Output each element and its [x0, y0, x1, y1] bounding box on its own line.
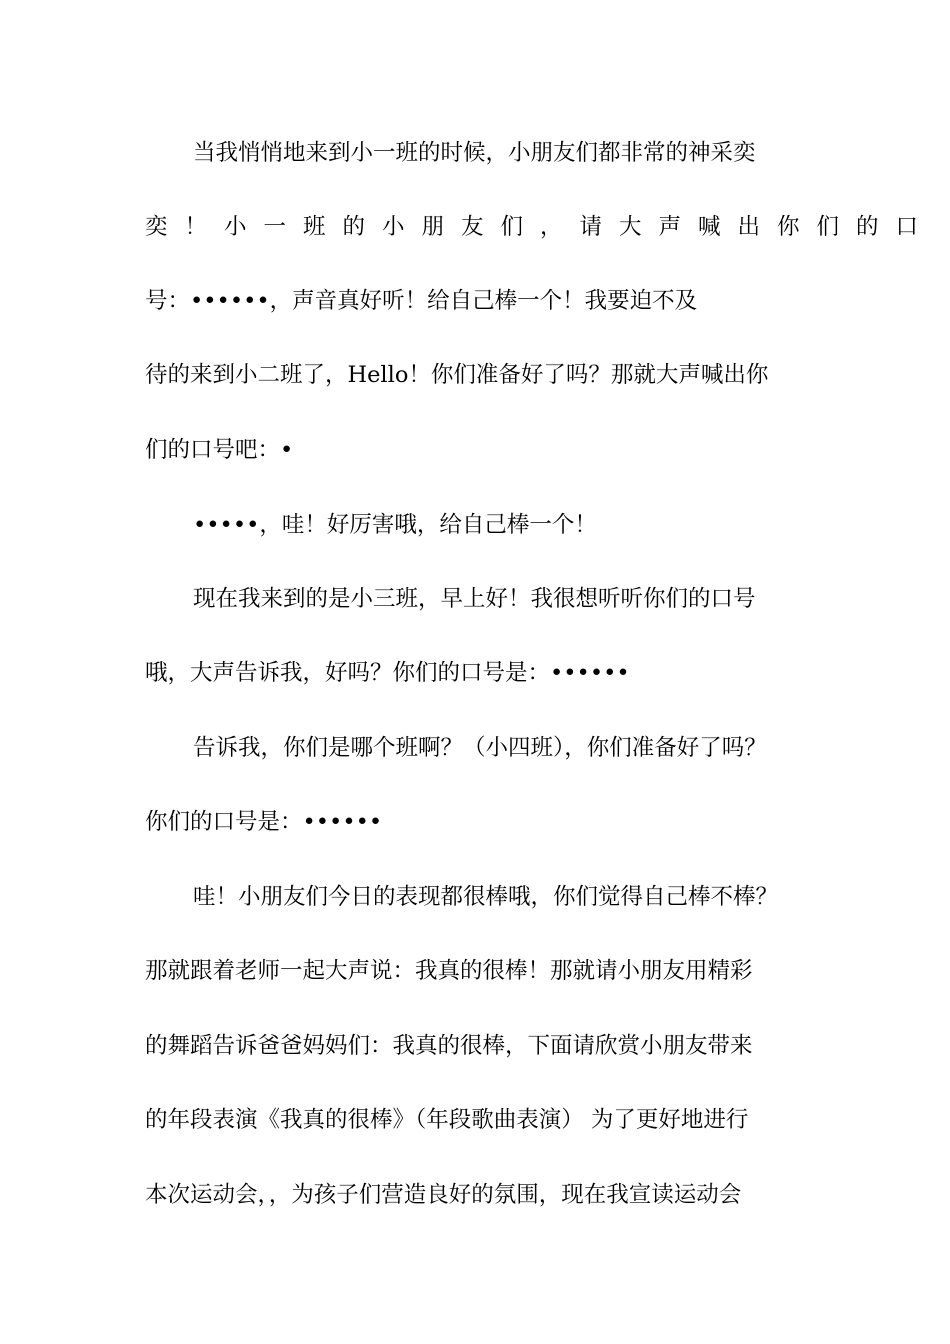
- text-line-2: 奕！小一班的小朋友们，请大声喊出你们的口: [145, 214, 936, 240]
- text-line-6: •••••，哇！好厉害哦，给自己棒一个！: [193, 512, 597, 538]
- text-line-14: 的年段表演《我真的很棒》（年段歌曲表演） 为了更好地进行: [145, 1107, 749, 1133]
- text-line-15: 本次运动会，，为孩子们营造良好的氛围，现在我宣读运动会: [145, 1182, 742, 1208]
- text-line-7: 现在我来到的是小三班，早上好！我很想听听你们的口号: [193, 586, 756, 612]
- text-line-3: 号：••••••，声音真好听！给自己棒一个！我要迫不及: [145, 288, 698, 314]
- text-line-11: 哇！小朋友们今日的表现都很棒哦，你们觉得自己棒不棒？: [193, 884, 779, 910]
- text-line-10: 你们的口号是：••••••: [145, 809, 383, 835]
- text-line-8: 哦，大声告诉我，好吗？你们的口号是：••••••: [145, 660, 630, 686]
- text-line-12: 那就跟着老师一起大声说：我真的很棒！那就请小朋友用精彩: [145, 958, 753, 984]
- text-line-4: 待的来到小二班了，Hello！你们准备好了吗？那就大声喊出你: [145, 362, 769, 388]
- text-line-1: 当我悄悄地来到小一班的时候，小朋友们都非常的神采奕: [193, 140, 756, 166]
- text-line-13: 的舞蹈告诉爸爸妈妈们：我真的很棒，下面请欣赏小朋友带来: [145, 1033, 753, 1059]
- text-line-5: 们的口号吧：•: [145, 437, 294, 463]
- text-line-9: 告诉我，你们是哪个班啊？（小四班），你们准备好了吗？: [193, 735, 767, 761]
